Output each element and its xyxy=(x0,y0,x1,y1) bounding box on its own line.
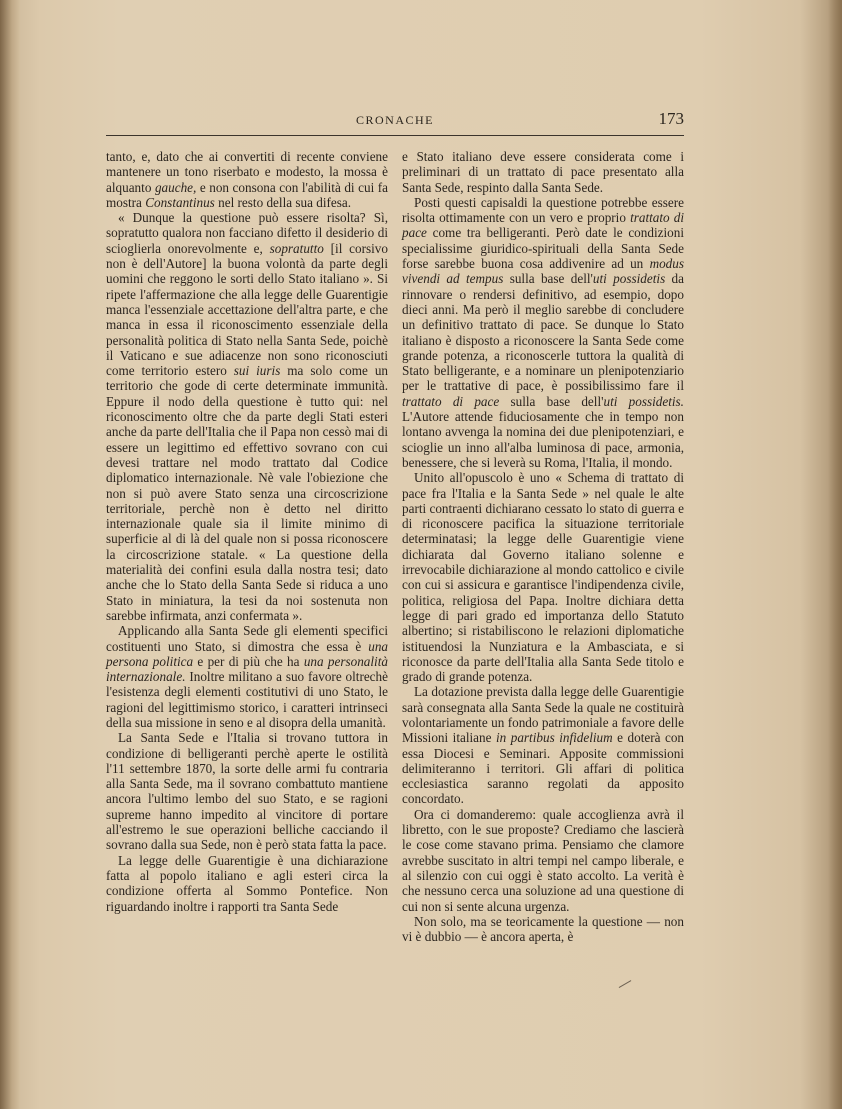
paragraph: La Santa Sede e l'Italia si trovano tuttora in condizione di belligeranti perchè aperte le ostilità l'11 settembre 1870, la sorte delle armi fu contraria alla Santa Sede, ma il sovrano combattuto mantiene ancora l'ultimo lembo del suo Stato, e se ragioni supreme hanno impedito al vincitore di portare all'estremo le sue operazioni belliche cacciando il sovrano dalla sua Sede, non è però stata fatta la pace. xyxy=(106,730,388,853)
italic-text: una personalità internazionale. xyxy=(106,653,388,685)
paragraph: La legge delle Guarentigie è una dichiarazione fatta al popolo italiano e agli esteri circa la condizione offerta al Sommo Pontefice. Non riguardando inoltre i rapporti tra Santa Sede xyxy=(106,852,388,914)
italic-text: uti possidetis xyxy=(592,271,666,287)
italic-text: in partibus infidelium xyxy=(495,730,613,746)
italic-text: uti possidetis. xyxy=(603,393,684,409)
paragraph: Non solo, ma se teoricamente la questione — non vi è dubbio — è ancora aperta, è xyxy=(402,913,684,945)
paragraph: Unito all'opuscolo è uno « Schema di trattato di pace fra l'Italia e la Santa Sede » nel quale le alte parti contraenti dichiarano cessato lo stato di guerra e di riconoscere pacifica la situazione territoriale determinatasi; la legge delle Guarentigie viene dichiarata dal Governo italiano solenne e irrevocabile dichiarazione al mondo cattolico e civile con cui si assicura e garantisce l'indipendenza civile, politica, religiosa del Papa. Inoltre dichiara detta legge di pari grado ed importanza dello Statuto albertino; si ristabiliscono le relazioni diplomatiche istituendosi la Nunziatura e la Ambasciata, e si riconosce da parte dell'Italia alla Santa Sede titolo e grado di grande potenza. xyxy=(402,470,684,685)
paragraph: « Dunque la questione può essere risolta? Sì, sopratutto qualora non facciano difetto il desiderio di scioglierla onorevolmente e, sopratutto [il corsivo non è dell'Autore] la buona volontà da parte degli uomini che reggono le sorti dello Stato italiano ». Si ripete l'affermazione che alla legge delle Guarentigie manca l'essenziale accettazione dell'altra parte, e che manca in essa il riconoscimento essenziale della personalità politica di Stato nella Santa Sede, poichè il Vaticano e sue adiacenze non sono riconosciuti come territorio estero sui iuris ma solo come un territorio che gode di certe determinate immunità. Eppure il nodo della questione è tutto qui: nel riconoscimento oltre che da parte degli Stati esteri anche da parte dell'Italia che il Papa non cessò mai di essere un legittimo ed effettivo sovrano con cui devesi trattare nel modo trattato dal Codice diplomatico internazionale. Nè vale l'obiezione che non si può avere Stato senza una circoscrizione territoriale, perchè non è detto nel diritto internazionale quale sia il limite minimo di superficie al di là del quale non si possa riconoscere la circoscrizione statale. « La questione della materialità dei confini esula dalla nostra tesi; dato anche che lo Stato della Santa Sede si riduca a uno Stato in miniatura, la tesi da noi sostenuta non sarebbe infirmata, anzi confermata ». xyxy=(106,210,389,623)
paragraph: Posti questi capisaldi la questione potrebbe essere risolta ottimamente con un vero e proprio trattato di pace come tra belligeranti. Però date le condizioni specialissime giuridico-spirituali della Santa Sede forse sarebbe buona cosa addivenire ad un modus vivendi ad tempus sulla base dell'uti possidetis da rinnovare o rendersi definitivo, ad esempio, dopo dieci anni. Ma però il meglio sarebbe di concludere un definitivo trattato di pace. Se dunque lo Stato italiano è disposto a riconoscere la Santa Sede come grande potenza, a riconoscerle tuttora la qualità di Stato belligerante, e a nominare un plenipotenziario per le trattative di pace, è possibilissimo fare il trattato di pace sulla base dell'uti possidetis. L'Autore attende fiduciosamente che in tempo non lontano avvenga la nomina dei due plenipotenziari, e scioglie un inno all'alba luminosa di pace, armonia, benessere, che si leverà su Roma, l'Italia, il mondo. xyxy=(402,194,685,470)
running-header xyxy=(106,111,684,136)
italic-text: sopratutto xyxy=(269,240,324,256)
paragraph: Applicando alla Santa Sede gli elementi specifici costituenti uno Stato, si dimostra che essa è una persona politica e per di più che ha una personalità internazionale. Inoltre militano a suo favore oltrechè l'esistenza degli elementi costitutivi di uno Stato, le ragioni del legittimismo storico, i caratteri intrinseci della sua missione in seno e al disopra della umanità. xyxy=(106,623,388,730)
italic-text: una persona politica xyxy=(106,638,388,669)
paragraph: e Stato italiano deve essere considerata come i preliminari di un trattato di pace presentato alla Santa Sede, respinto dalla Santa Sede. xyxy=(402,149,684,195)
italic-text: gauche, xyxy=(154,179,197,195)
italic-text: modus vivendi ad tempus xyxy=(402,256,684,287)
italic-text: trattato di pace xyxy=(402,210,685,241)
left-column xyxy=(106,149,388,914)
italic-text: Constantinus xyxy=(145,194,215,210)
right-column xyxy=(402,149,684,944)
italic-text: trattato di pace xyxy=(402,393,500,409)
page-number: 173 xyxy=(658,109,684,128)
paragraph: La dotazione prevista dalla legge delle Guarentigie sarà consegnata alla Santa Sede la quale ne costituirà volontariamente un fondo patrimoniale a favore delle Missioni italiane in partibus infidelium e doterà con essa Diocesi e Seminari. Apposite commissioni delimiteranno i territori. Gli affari di politica ecclesiastica saranno regolati da apposito concordato. xyxy=(402,684,685,807)
paragraph: Ora ci domanderemo: quale accoglienza avrà il libretto, con le sue proposte? Crediamo che lascierà le cose come stavano prima. Pensiamo che clamore avrebbe suscitato in altri tempi nel campo liberale, e al silenzio con cui oggi è stato accolto. La verità è che nessuno cerca una soluzione ad una questione di cui non si sente alcuna urgenza. xyxy=(402,806,684,914)
italic-text: sui iuris xyxy=(233,363,281,379)
paragraph: tanto, e, dato che ai convertiti di recente conviene mantenere un tono riserbato e modesto, la mossa è alquanto gauche, e non consona con l'abilità di cui fa mostra Constantinus nel resto della sua difesa. xyxy=(106,149,388,210)
pencil-mark xyxy=(619,980,636,995)
page-binding-edge xyxy=(0,0,20,1109)
page-outer-edge xyxy=(828,0,842,1109)
section-title: CRONACHE xyxy=(355,113,434,127)
